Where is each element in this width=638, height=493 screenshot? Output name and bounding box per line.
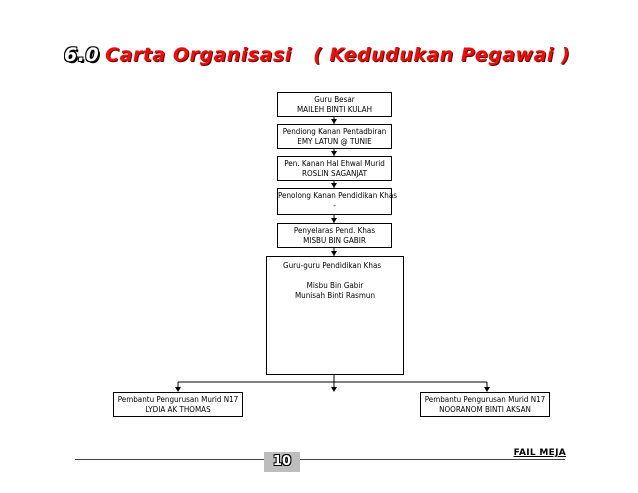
org-role: Pembantu Pengurusan Murid N17 [117, 395, 239, 404]
org-role: Pen. Kanan Hal Ehwal Murid [284, 159, 385, 168]
org-role: Penyelaras Pend. Khas [293, 226, 376, 235]
org-person-name: ROSLIN SAGANJAT [301, 169, 368, 178]
org-role: Pendiong Kanan Pentadbiran [282, 127, 387, 136]
org-role: Guru-guru Pendidikan Khas [283, 261, 382, 270]
org-box-pembantu-left [113, 392, 243, 417]
org-role: Penolong Kanan Pendidikan Khas [278, 191, 397, 200]
org-person-name: MAILEH BINTI KULAH [296, 105, 373, 114]
page-number: 10 [264, 452, 300, 472]
org-person-name: Misbu Bin Gabir [306, 281, 364, 290]
org-person-name: Munisah Binti Rasmun [294, 291, 376, 300]
arrow-head [331, 387, 337, 392]
footer-label: FAIL MEJA [513, 448, 566, 458]
org-role: Pembantu Pengurusan Murid N17 [424, 395, 546, 404]
org-box-penyelaras [277, 223, 392, 248]
section-title: Carta Organisasi ( Kedudukan Pegawai ) [105, 44, 571, 66]
org-person-name: EMY LATUN @ TUNIE [297, 137, 372, 146]
org-person-name: LYDIA AK THOMAS [145, 405, 211, 414]
org-person-name: NOORANOM BINTI AKSAN [439, 405, 531, 414]
footer-divider [75, 459, 565, 460]
org-box-pembantu-right [420, 392, 550, 417]
org-role: Guru Besar [314, 95, 355, 104]
org-person-name: MISBU BIN GABIR [303, 236, 366, 245]
org-box-pk-hem [277, 156, 392, 181]
org-box-guru-pendidikan-khas [266, 256, 404, 375]
org-box-pk-pentadbiran [277, 124, 392, 149]
org-box-guru-besar [277, 92, 392, 117]
section-number: 6.0 [64, 44, 100, 66]
org-person-name: - [333, 201, 336, 210]
org-box-pk-khas [277, 188, 397, 215]
